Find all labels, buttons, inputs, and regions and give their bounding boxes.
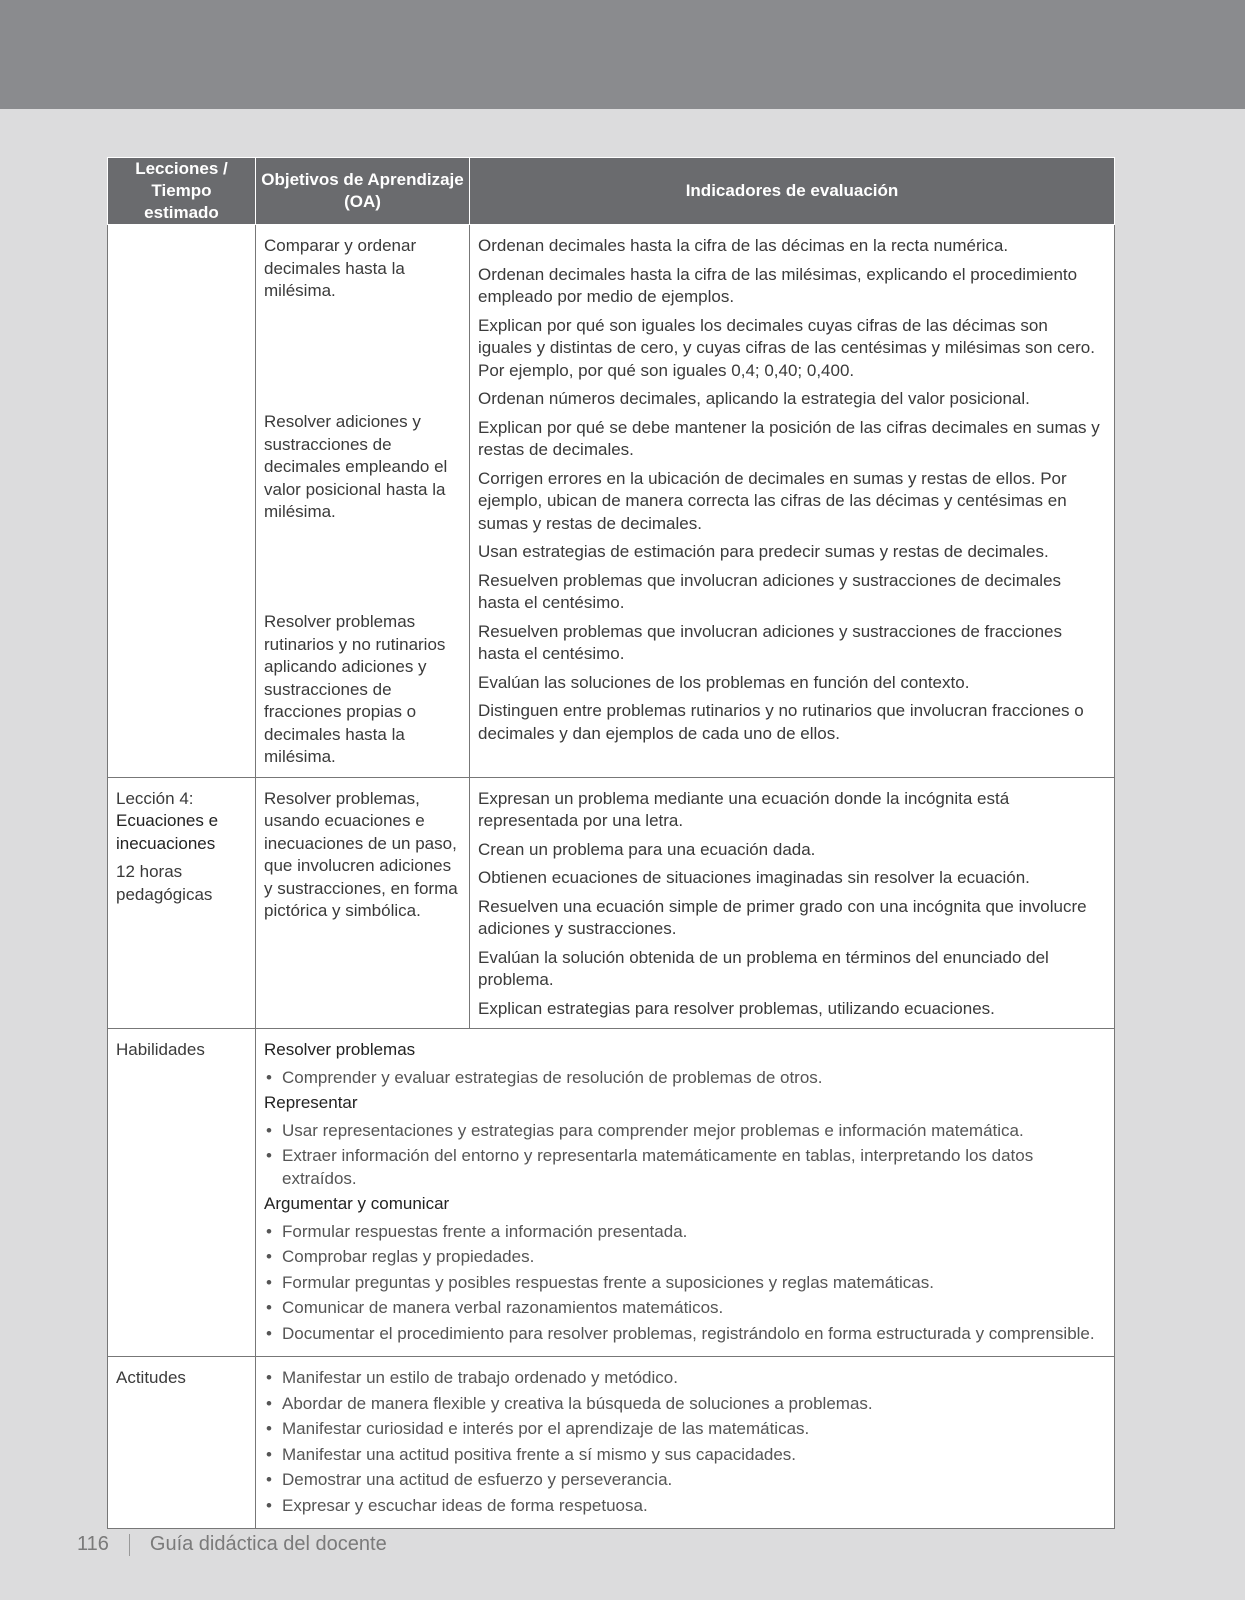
header-indicators: Indicadores de evaluación	[470, 158, 1115, 225]
objective-text: Resolver problemas rutinarios y no rutinarios aplicando adiciones y sustracciones de fracciones propias o decimales hasta la milésima.	[264, 612, 446, 766]
indicator-text: Resuelven problemas que involucran adiciones y sustracciones de decimales hasta el centésimo.	[478, 570, 1062, 612]
list-item: • Manifestar una actitud positiva frente a sí mismo y sus capacidades.	[264, 1444, 1106, 1467]
list-item: • Formular preguntas y posibles respuestas frente a suposiciones y reglas matemáticas.	[264, 1272, 1106, 1295]
table-row	[108, 777, 1115, 1029]
list-item: • Extraer información del entorno y representarla matemáticamente en tablas, interpretando los datos extraídos.	[264, 1145, 1106, 1190]
list-item: • Comunicar de manera verbal razonamientos matemáticos.	[264, 1297, 1106, 1320]
list-item: • Demostrar una actitud de esfuerzo y perseverancia.	[264, 1469, 1106, 1492]
indicator-text: Explican por qué se debe mantener la posición de las cifras decimales en sumas y restas de decimales.	[478, 417, 1100, 459]
indicator-text: Crean un problema para una ecuación dada.	[478, 839, 816, 859]
objective-text: Resolver problemas, usando ecuaciones e inecuaciones de un paso, que involucren adiciones y sustracciones, en forma pictórica y simbólica.	[264, 788, 458, 920]
list-item: • Expresar y escuchar ideas de forma respetuosa.	[264, 1495, 1106, 1518]
list-item: • Comprender y evaluar estrategias de resolución de problemas de otros.	[264, 1067, 1106, 1090]
skill-group-title: Representar	[264, 1093, 358, 1112]
indicator-text: Explican por qué son iguales los decimales cuyas cifras de las décimas son iguales y distintas de cero, y cuyas cifras de las centésimas y milésimas son cero. Por ejemplo, por qué son iguales 0,4; 0,40; 0,400.	[478, 315, 1095, 380]
indicator-text: Evalúan las soluciones de los problemas en función del contexto.	[478, 672, 970, 692]
skill-list	[264, 1067, 1106, 1090]
indicator-text: Evalúan la solución obtenida de un problema en términos del enunciado del problema.	[478, 947, 1049, 989]
list-item: • Formular respuestas frente a información presentada.	[264, 1221, 1106, 1244]
attitude-list	[264, 1367, 1106, 1517]
objectives-cell	[256, 777, 470, 1029]
indicator-text: Ordenan números decimales, aplicando la estrategia del valor posicional.	[478, 389, 1030, 408]
list-item: • Comprobar reglas y propiedades.	[264, 1246, 1106, 1269]
header-lessons: Lecciones / Tiempo estimado	[108, 158, 256, 225]
list-item: • Manifestar curiosidad e interés por el aprendizaje de las matemáticas.	[264, 1418, 1106, 1441]
objective-text: Comparar y ordenar decimales hasta la milésima.	[264, 236, 417, 300]
indicator-text: Usan estrategias de estimación para predecir sumas y restas de decimales.	[478, 542, 1049, 561]
table-row	[108, 1029, 1115, 1357]
skills-label: Habilidades	[116, 1040, 205, 1059]
objective-text: Resolver adiciones y sustracciones de decimales empleando el valor posicional hasta la milésima.	[264, 412, 448, 521]
lesson-cell-empty	[108, 225, 256, 778]
indicator-text: Distinguen entre problemas rutinarios y no rutinarios que involucran fracciones o decimales y dan ejemplos de cada uno de ellos.	[478, 701, 1084, 743]
indicators-cell	[470, 777, 1115, 1029]
indicator-text: Corrigen errores en la ubicación de decimales en sumas y restas de ellos. Por ejemplo, ubican de manera correcta las cifras de las décimas y centésimas en sumas y restas de decimales.	[478, 468, 1067, 533]
lesson-cell	[108, 777, 256, 1029]
objectives-cell	[256, 225, 470, 778]
skills-label-cell	[108, 1029, 256, 1357]
skill-group-title: Resolver problemas	[264, 1040, 416, 1059]
indicator-text: Ordenan decimales hasta la cifra de las décimas en la recta numérica.	[478, 236, 1009, 255]
indicator-text: Resuelven problemas que involucran adiciones y sustracciones de fracciones hasta el centésimo.	[478, 621, 1062, 663]
indicator-text: Ordenan decimales hasta la cifra de las milésimas, explicando el procedimiento empleado por medio de ejemplos.	[478, 264, 1078, 306]
curriculum-table	[107, 157, 1115, 1529]
indicator-text: Explican estrategias para resolver problemas, utilizando ecuaciones.	[478, 998, 995, 1018]
footer-divider	[129, 1534, 130, 1556]
lesson-label: Lección 4:	[116, 788, 194, 808]
attitudes-label-cell	[108, 1357, 256, 1529]
list-item: • Abordar de manera flexible y creativa la búsqueda de soluciones a problemas.	[264, 1393, 1106, 1416]
indicators-cell	[470, 225, 1115, 778]
page-footer	[77, 1533, 387, 1556]
header-objectives: Objetivos de Aprendizaje (OA)	[256, 158, 470, 225]
indicator-text: Resuelven una ecuación simple de primer grado con una incógnita que involucre adiciones y sustracciones.	[478, 896, 1087, 938]
table-row	[108, 225, 1115, 778]
list-item: • Manifestar un estilo de trabajo ordenado y metódico.	[264, 1367, 1106, 1390]
curriculum-table-container	[107, 157, 1115, 1529]
attitudes-label: Actitudes	[116, 1368, 186, 1387]
skill-list	[264, 1120, 1106, 1191]
table-row	[108, 1357, 1115, 1529]
top-banner	[0, 0, 1245, 109]
skill-list	[264, 1221, 1106, 1346]
list-item: • Usar representaciones y estrategias para comprender mejor problemas e información matemática.	[264, 1120, 1106, 1143]
attitudes-cell	[256, 1357, 1115, 1529]
lesson-hours: 12 horas pedagógicas	[116, 862, 213, 904]
indicator-text: Obtienen ecuaciones de situaciones imaginadas sin resolver la ecuación.	[478, 868, 1030, 887]
page-number: 116	[77, 1533, 109, 1555]
indicator-text: Expresan un problema mediante una ecuación donde la incógnita está representada por una letra.	[478, 788, 1010, 830]
table-header-row	[108, 158, 1115, 225]
skills-cell	[256, 1029, 1115, 1357]
list-item: • Documentar el procedimiento para resolver problemas, registrándolo en forma estructurada y comprensible.	[264, 1323, 1106, 1346]
lesson-name: Ecuaciones e inecuaciones	[116, 811, 219, 853]
skill-group-title: Argumentar y comunicar	[264, 1194, 450, 1213]
book-title: Guía didáctica del docente	[149, 1533, 387, 1555]
